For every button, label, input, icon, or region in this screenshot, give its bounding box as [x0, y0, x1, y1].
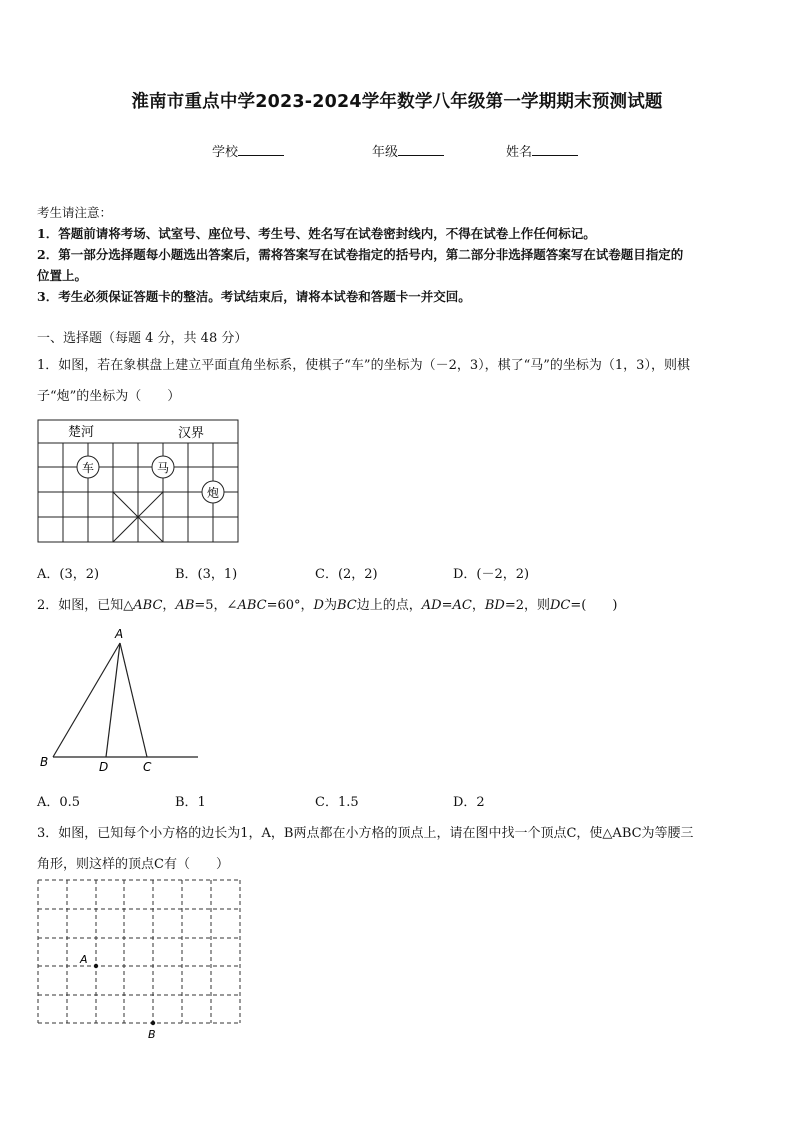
piece-pao-label: 炮	[206, 486, 220, 500]
river-label-left: 楚河	[68, 425, 95, 440]
q1-option-c[interactable]: C．(2，2)	[315, 567, 378, 582]
notice-item-2: 2．第一部分选择题每小题选出答案后，需将答案写在试卷指定的括号内，第二部分非选择题答案写在试卷题目指定的	[37, 247, 684, 262]
q2-option-d[interactable]: D．2	[453, 795, 485, 810]
q2-option-c[interactable]: C．1.5	[315, 795, 359, 810]
school-field[interactable]	[212, 141, 284, 160]
segment-ad	[106, 643, 120, 757]
q2-option-a[interactable]: A．0.5	[37, 795, 81, 810]
q3-text-line2: 角形，则这样的顶点C有（ ）	[37, 857, 229, 872]
school-label: 学校	[212, 145, 239, 160]
q3-text-line1: 3．如图，已知每个小方格的边长为1，A，B两点都在小方格的顶点上，请在图中找一个顶点C，使△ABC为等腰三	[37, 826, 694, 841]
page-title: 淮南市重点中学2023-2024学年数学八年级第一学期期末预测试题	[131, 92, 663, 112]
river-label-right: 汉界	[178, 426, 205, 441]
name-label: 姓名	[506, 145, 533, 160]
point-b	[151, 1021, 155, 1025]
segment-ac	[120, 643, 147, 757]
notice-item-2-cont: 位置上。	[37, 268, 88, 283]
label-b: B	[40, 755, 49, 769]
label-d: D	[99, 760, 109, 774]
chess-board-figure	[36, 418, 242, 546]
q1-text-line2: 子“炮”的坐标为（ ）	[37, 389, 181, 404]
notice-item-1: 1．答题前请将考场、试室号、座位号、考生号、姓名写在试卷密封线内，不得在试卷上作任何标记。	[37, 226, 596, 241]
name-field[interactable]	[506, 141, 578, 160]
grade-field[interactable]	[372, 141, 444, 160]
piece-ma-label: 马	[156, 461, 170, 475]
grid-figure	[30, 872, 246, 1044]
label-c: C	[143, 760, 152, 774]
q1-text-line1: 1．如图，若在象棋盘上建立平面直角坐标系，使棋子“车”的坐标为（－2，3），棋了“马”的坐标为（1，3），则棋	[37, 358, 690, 373]
notice-item-3: 3．考生必须保证答题卡的整洁。考试结束后，请将本试卷和答题卡一并交回。	[37, 289, 471, 304]
segment-ab	[53, 643, 120, 757]
q2-text: 2．如图，已知△ABC，AB=5，∠ABC=60°，D为BC边上的点，AD=AC，BD=2，则DC=( )	[37, 598, 618, 613]
school-blank[interactable]	[238, 143, 284, 156]
point-a	[94, 964, 98, 968]
label-a: A	[115, 627, 124, 641]
notice-heading: 考生请注意：	[37, 205, 113, 220]
q1-option-d[interactable]: D．(－2，2)	[453, 567, 530, 582]
q1-option-a[interactable]: A．(3，2)	[37, 567, 100, 582]
section-heading: 一、选择题（每题 4 分，共 48 分）	[37, 331, 248, 346]
q1-option-b[interactable]: B．(3，1)	[175, 567, 238, 582]
piece-che-label: 车	[81, 461, 95, 475]
triangle-figure	[36, 624, 202, 776]
q2-option-b[interactable]: B．1	[175, 795, 206, 810]
name-blank[interactable]	[532, 143, 578, 156]
label-point-a: A	[80, 953, 88, 966]
grade-label: 年级	[372, 145, 399, 160]
grade-blank[interactable]	[398, 143, 444, 156]
label-point-b: B	[148, 1028, 156, 1041]
